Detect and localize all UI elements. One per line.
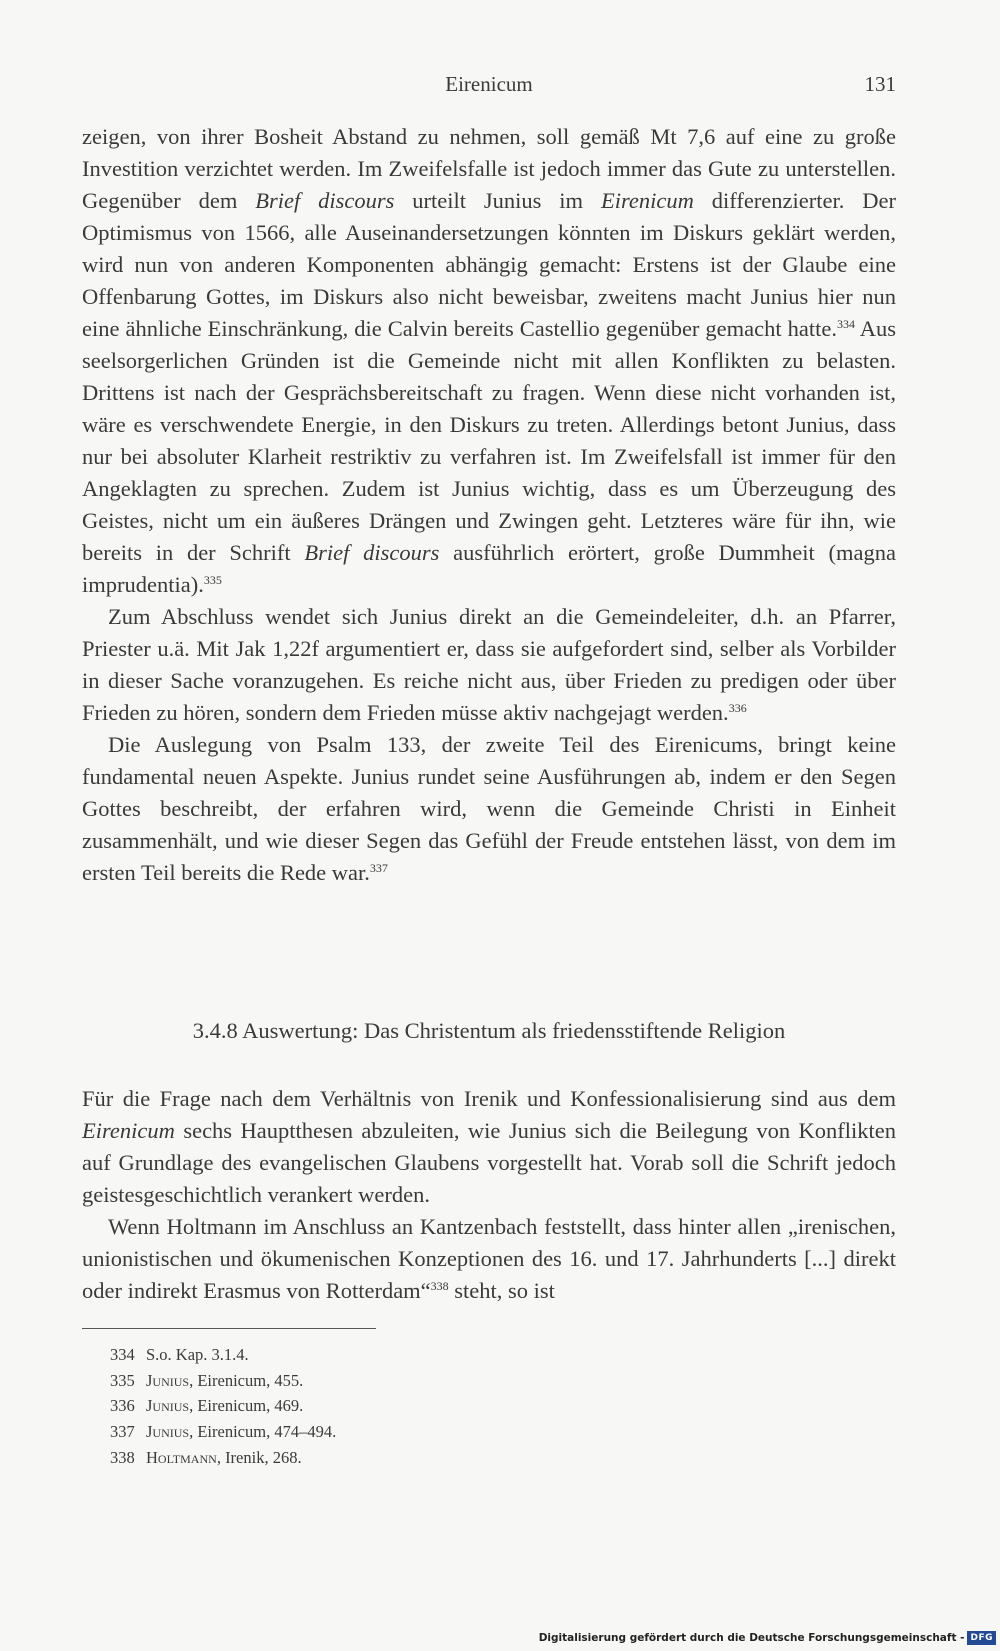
text-run: Aus seelsorgerlichen Gründen ist die Gemeinde nicht mit allen Konflikten zu belasten. Drittens ist nach der Gesprächsbereitschaft zu fragen. Wenn diese nicht vorhanden ist, wäre es verschwendete Energie, in den Diskurs zu treten. Allerdings betont Junius, dass nur bei absoluter Klarheit restriktiv zu verfahren ist. Im Zweifelsfall ist immer für den Angeklagten zu sprechen. Zudem ist Junius wichtig, dass es um Überzeugung des Geistes, nicht um ein äußeres Drängen und Zwingen geht. Letzteres wäre für ihn, wie bereits in der Schrift <box>82 316 896 565</box>
footnote-reference: 335 <box>203 573 222 587</box>
text-run: differenzierter. Der Optimismus von 1566, alle Auseinandersetzungen könnten im Diskurs geklärt werden, wird nun von anderen Komponenten abhängig gemacht: Erstens ist der Glaube eine Offenbarung Gottes, im Diskurs also nicht beweisbar, zweitens macht Junius hier nun eine ähnliche Einschränkung, die Calvin bereits Castellio gegenüber gemacht hatte. <box>82 188 896 341</box>
text-run: Die Auslegung von Psalm 133, der zweite Teil des Eirenicums, bringt keine fundamental neuen Aspekte. Junius rundet seine Ausführungen ab, indem er den Segen Gottes beschreibt, der erfahren wird, wenn die Gemeinde Christi in Einheit zusammenhält, und wie dieser Segen das Gefühl der Freude entstehen lässt, von dem im ersten Teil bereits die Rede war. <box>82 732 896 885</box>
footnote <box>110 1368 710 1394</box>
text-run: , Eirenicum, 469. <box>189 1396 304 1416</box>
footnote-divider <box>82 1328 376 1329</box>
footnote-number: 335 <box>110 1370 135 1390</box>
text-run: ausführlich erörtert, große Dummheit (magna imprudentia). <box>82 540 896 597</box>
text-run: S.o. Kap. 3.1.4. <box>146 1345 249 1364</box>
footnote-number: 336 <box>110 1396 135 1416</box>
banner-text: Digitalisierung gefördert durch die Deutsche Forschungsgemeinschaft - <box>538 1632 965 1644</box>
text-run: Zum Abschluss wendet sich Junius direkt an die Gemeindeleiter, d.h. an Pfarrer, Priester u.ä. Mit Jak 1,22f argumentiert er, dass sie aufgefordert sind, selber als Vorbilder in dieser Sache voranzugehen. Es reiche nicht aus, über Frieden zu predigen oder über Frieden zu hören, sondern dem Frieden müsse aktiv nachgejagt werden. <box>82 604 896 725</box>
author-name: Junius <box>146 1422 190 1442</box>
author-name: Holtmann <box>146 1447 217 1467</box>
text-run: Wenn Holtmann im Anschluss an Kantzenbach feststellt, dass hinter allen „irenischen, unionistischen und ökumenischen Konzeptionen des 16. und 17. Jahrhunderts [...] direkt oder indirekt Erasmus von Rotterdam“ <box>82 1214 896 1303</box>
paragraph <box>82 729 896 889</box>
dfg-logo: DFG <box>967 1631 996 1645</box>
paragraph <box>82 601 896 729</box>
text-run: , Irenik, 268. <box>216 1447 302 1467</box>
digitization-banner <box>539 1629 996 1647</box>
main-text-lower <box>82 1083 896 1307</box>
text-run: , Eirenicum, 455. <box>189 1370 304 1390</box>
footnote <box>110 1393 710 1419</box>
running-title: Eirenicum <box>445 72 533 96</box>
paragraph <box>82 121 896 601</box>
section-heading: 3.4.8 Auswertung: Das Christentum als friedensstiftende Religion <box>192 1018 786 1043</box>
footnote <box>110 1445 710 1471</box>
footnote-reference: 334 <box>836 317 855 331</box>
text-run: urteilt Junius im <box>394 188 601 213</box>
italic-title: Eirenicum <box>600 188 694 213</box>
footnote-number: 334 <box>110 1345 135 1364</box>
footnote-reference: 338 <box>430 1279 449 1293</box>
text-run: steht, so ist <box>448 1278 555 1303</box>
footnote <box>110 1342 710 1368</box>
footnote-number: 338 <box>110 1447 135 1467</box>
author-name: Junius <box>146 1370 190 1390</box>
footnote-number: 337 <box>110 1422 135 1442</box>
text-run: Für die Frage nach dem Verhältnis von Irenik und Konfessionalisierung sind aus dem <box>82 1086 896 1111</box>
paragraph <box>82 1211 896 1307</box>
page-number: 131 <box>864 72 896 96</box>
main-text-upper <box>82 121 896 889</box>
running-head <box>82 72 896 102</box>
text-run: sechs Hauptthesen abzuleiten, wie Junius sich die Beilegung von Konflikten auf Grundlage des evangelischen Glaubens vorgestellt hat. Vorab soll die Schrift jedoch geistesgeschichtlich verankert werden. <box>82 1118 896 1207</box>
italic-title: Brief discours <box>255 188 395 213</box>
footnote <box>110 1419 710 1445</box>
paragraph <box>82 1083 896 1211</box>
footnote-reference: 337 <box>369 861 388 875</box>
italic-title: Eirenicum <box>82 1118 175 1143</box>
text-run: , Eirenicum, 474–494. <box>189 1422 337 1442</box>
footnote-reference: 336 <box>728 701 747 715</box>
italic-title: Brief discours <box>304 540 440 565</box>
author-name: Junius <box>146 1396 190 1416</box>
text-run: zeigen, von ihrer Bosheit Abstand zu nehmen, soll gemäß Mt 7,6 auf eine zu große Investition verzichtet werden. Im Zweifelsfalle ist jedoch immer das Gute zu unterstellen. Gegenüber dem <box>82 124 896 213</box>
footnotes <box>110 1342 710 1471</box>
